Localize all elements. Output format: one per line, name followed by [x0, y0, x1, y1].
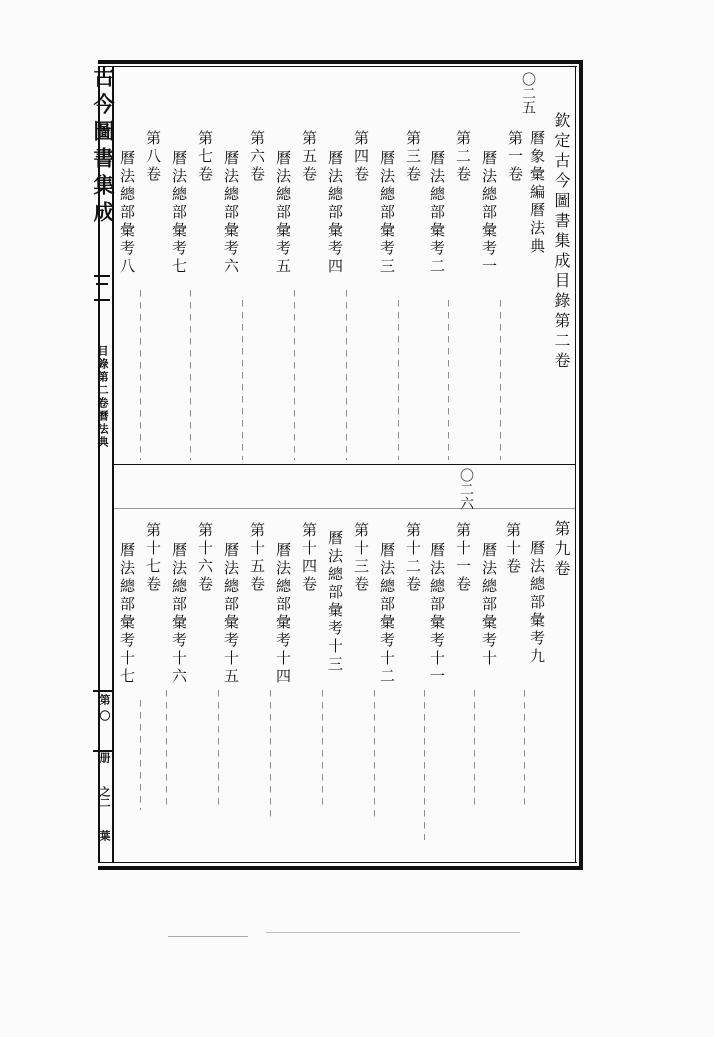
leader-line [524, 690, 525, 810]
frame-inner-top [98, 66, 577, 67]
leader-line [424, 690, 425, 840]
spine-footer-ce: 第 [98, 694, 111, 705]
spine-footer-zhi: 之二 [98, 786, 111, 808]
upper-entry-8-title: 曆法總部彙考八 [118, 150, 136, 276]
lower-entry-11-vol: 第十一卷 [454, 522, 472, 594]
leader-line [140, 290, 141, 460]
upper-entry-7-vol: 第七卷 [196, 130, 214, 184]
upper-entry-2-vol: 第二卷 [454, 130, 472, 184]
upper-page-number: 〇二五 [520, 72, 536, 114]
lower-entry-13-vol: 第十三卷 [352, 522, 370, 594]
lower-entry-17-title: 曆法總部彙考十七 [118, 542, 136, 686]
leader-line [190, 290, 191, 460]
upper-entry-4-title: 曆法總部彙考四 [326, 150, 344, 276]
lower-entry-9-vol: 第九卷 [552, 520, 571, 580]
lower-entry-12-title: 曆法總部彙考十二 [378, 542, 396, 686]
leader-line [374, 690, 375, 820]
spine-fishtail-mark [94, 275, 110, 301]
lower-entry-15-title: 曆法總部彙考十五 [222, 542, 240, 686]
upper-entry-4-vol: 第四卷 [352, 130, 370, 184]
leader-line [166, 690, 167, 810]
scan-mark [168, 936, 248, 937]
upper-entry-5-vol: 第五卷 [300, 130, 318, 184]
upper-entry-1-vol: 第一卷 [506, 130, 524, 184]
leader-line [218, 690, 219, 810]
upper-entry-5-title: 曆法總部彙考五 [274, 150, 292, 276]
upper-entry-6-title: 曆法總部彙考六 [222, 150, 240, 276]
leader-line [346, 290, 347, 460]
lower-entry-17-vol: 第十七卷 [144, 522, 162, 594]
lower-page-number: 〇二六 [458, 468, 474, 510]
lower-entry-14-vol: 第十四卷 [300, 522, 318, 594]
half-page-divider [114, 464, 575, 465]
leader-line [398, 300, 399, 460]
upper-entry-7-title: 曆法總部彙考七 [170, 150, 188, 276]
upper-heading: 欽定古今圖書集成目錄第二卷 [552, 112, 571, 372]
upper-entry-1-title: 曆法總部彙考一 [480, 150, 498, 276]
spine-title: 古今圖書集成 [91, 66, 116, 228]
leader-line [500, 300, 501, 460]
lower-entry-9-title: 曆法總部彙考九 [528, 540, 546, 666]
lower-entry-14-title: 曆法總部彙考十四 [274, 542, 292, 686]
lower-entry-15-vol: 第十五卷 [248, 522, 266, 594]
spine-footer [93, 690, 113, 850]
upper-entry-3-vol: 第三卷 [404, 130, 422, 184]
frame-inner-bottom [98, 862, 577, 863]
lower-entry-12-vol: 第十二卷 [404, 522, 422, 594]
lower-entry-10-title: 曆法總部彙考十 [480, 542, 498, 668]
lower-entry-13-title: 曆法總部彙考十三 [326, 530, 344, 674]
leader-line [242, 300, 243, 460]
upper-entry-8-vol: 第八卷 [144, 130, 162, 184]
lower-entry-10-vol: 第十卷 [504, 522, 522, 576]
leader-line [294, 290, 295, 460]
spine-footer-ce-mark: 〇 [98, 710, 111, 721]
lower-entry-16-vol: 第十六卷 [196, 522, 214, 594]
leader-line [448, 300, 449, 460]
lower-entry-11-title: 曆法總部彙考十一 [428, 542, 446, 686]
leader-line [322, 690, 323, 810]
spine-subtitle: 目錄第二卷曆法典 [96, 345, 109, 449]
spine-footer-ye: 葉 [98, 830, 111, 841]
lower-entry-16-title: 曆法總部彙考十六 [170, 542, 188, 686]
scan-mark [266, 932, 520, 933]
upper-entry-2-title: 曆法總部彙考二 [428, 150, 446, 276]
frame-inner-right [575, 66, 576, 862]
upper-entry-3-title: 曆法總部彙考三 [378, 150, 396, 276]
upper-entry-6-vol: 第六卷 [248, 130, 266, 184]
leader-line [140, 700, 141, 810]
spine-footer-ce2: 册 [98, 752, 111, 763]
upper-category: 曆象彙編曆法典 [528, 130, 546, 256]
leader-line [270, 690, 271, 820]
half-page-divider-faint [114, 508, 575, 509]
leader-line [474, 690, 475, 810]
